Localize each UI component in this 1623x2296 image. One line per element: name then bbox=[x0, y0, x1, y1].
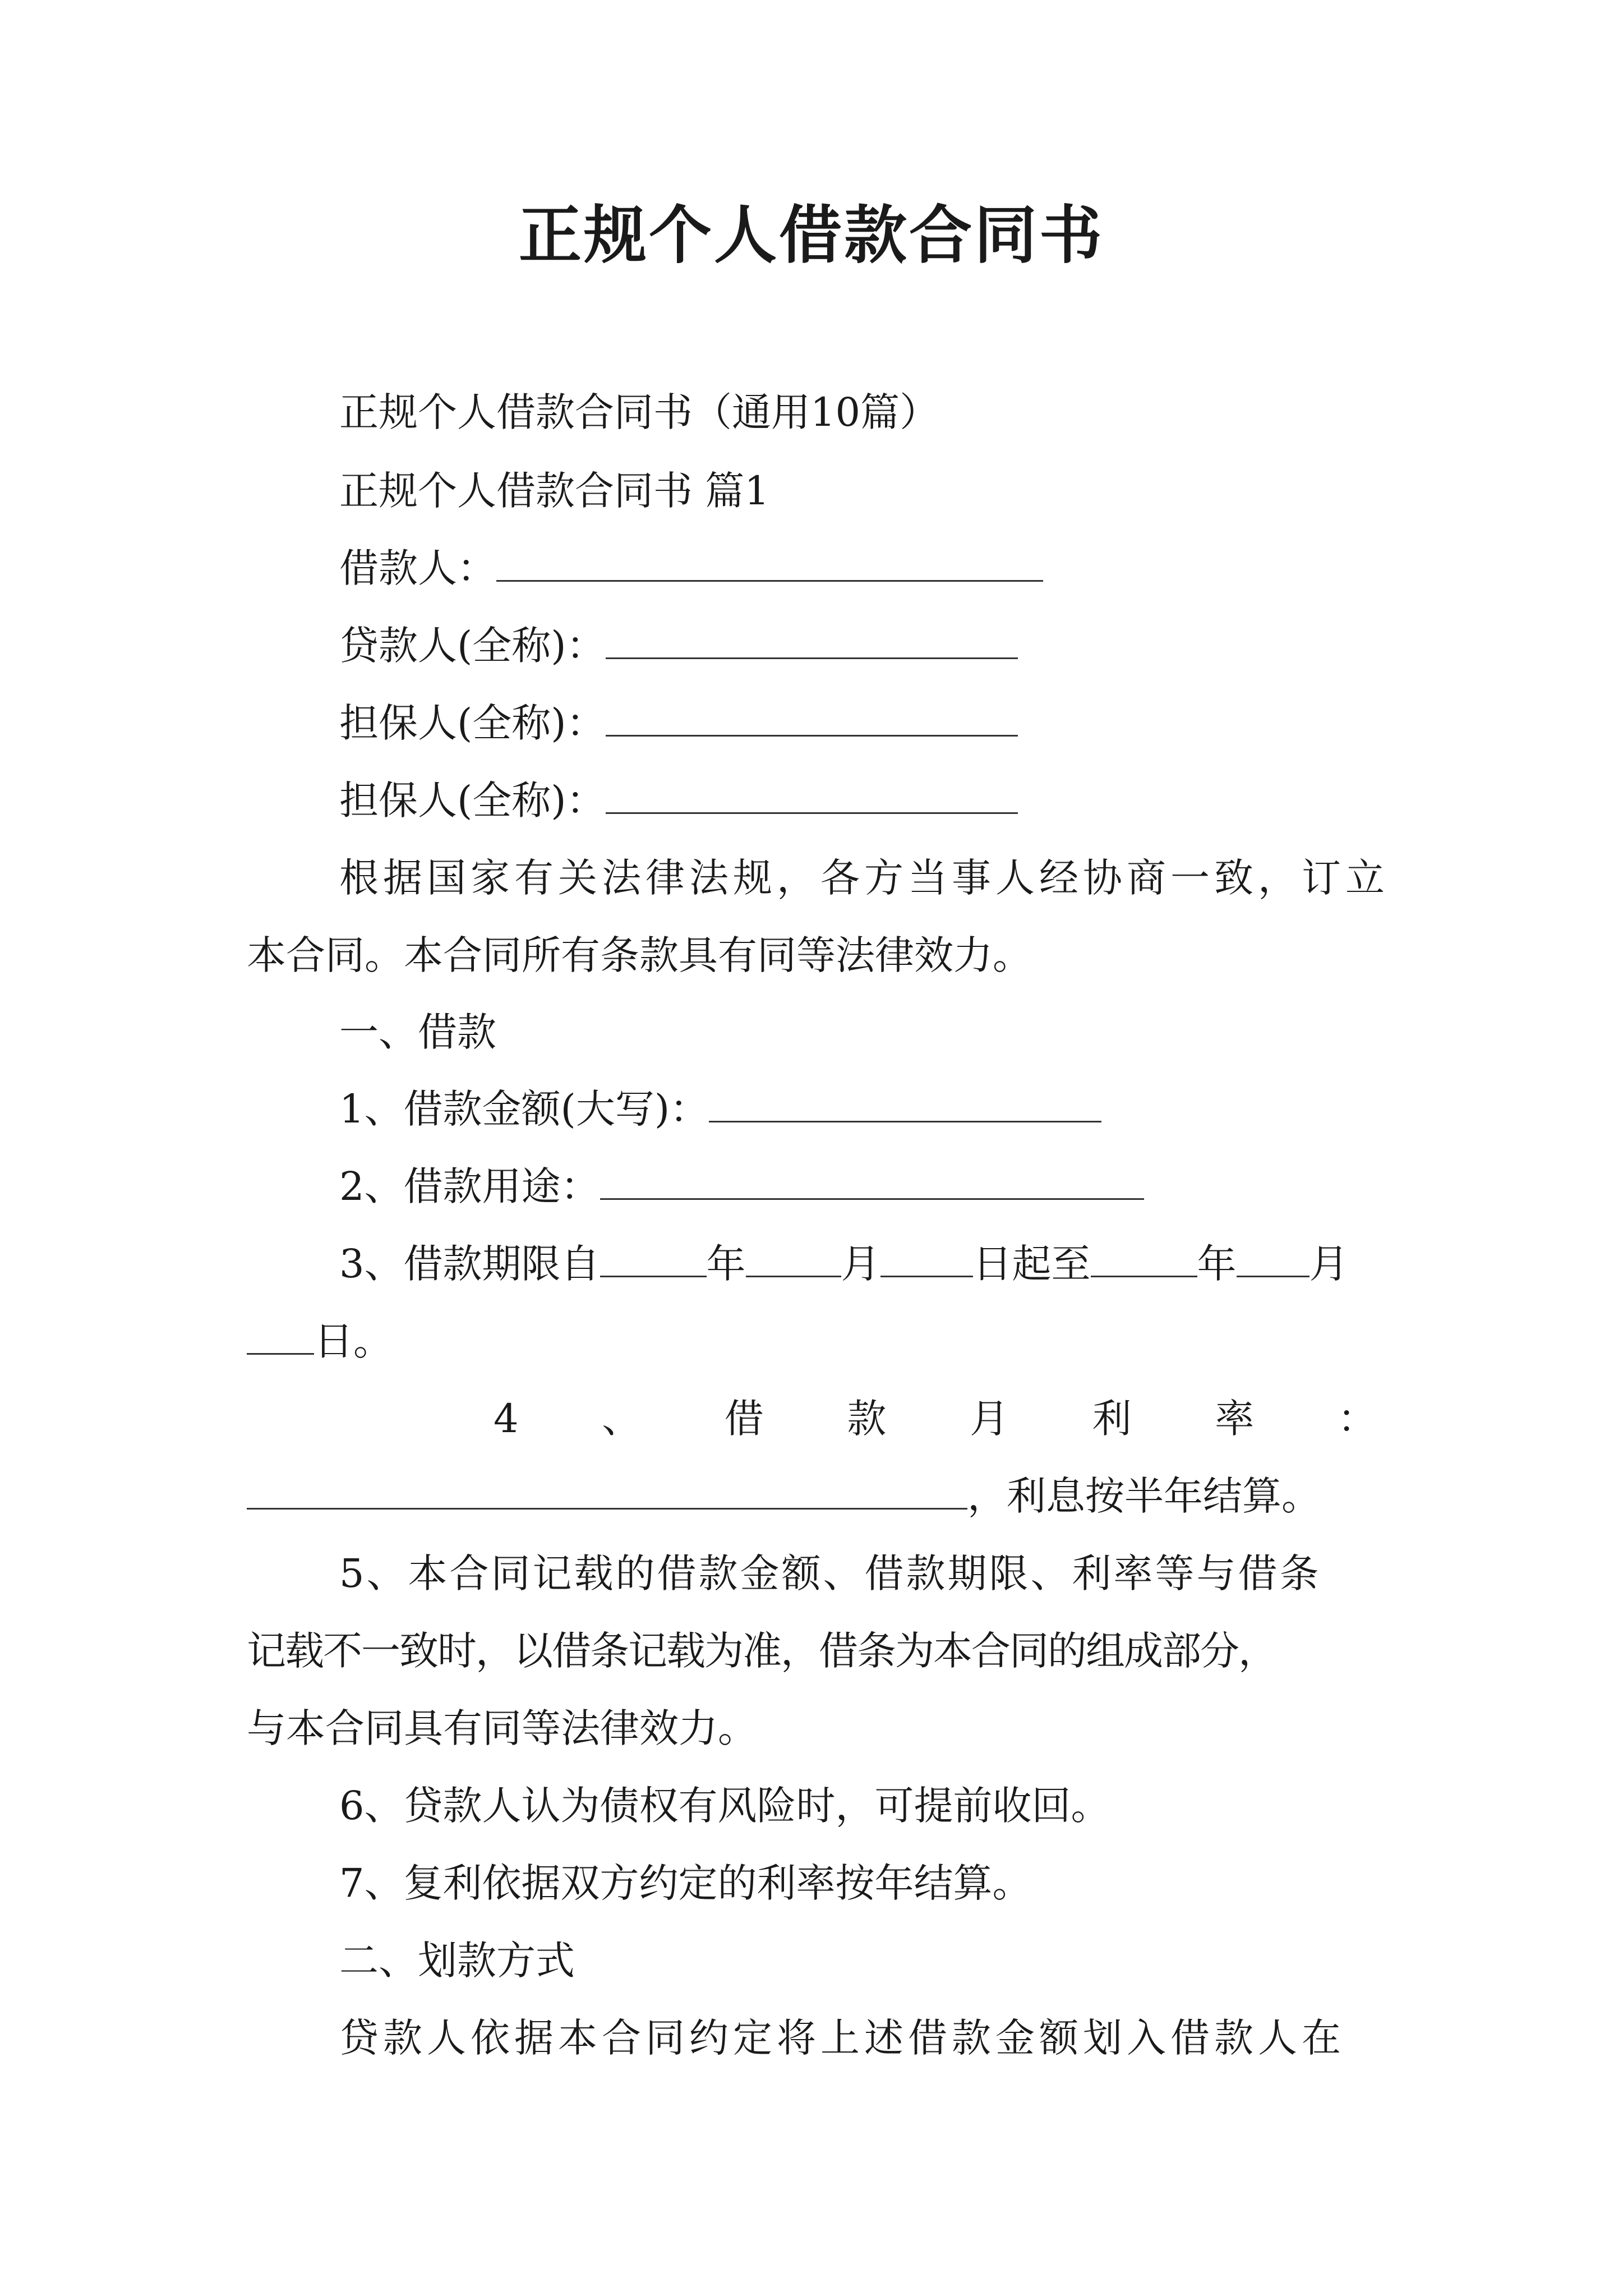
item4-char: 借 bbox=[724, 1396, 764, 1442]
borrower-row bbox=[339, 543, 1043, 593]
year-blank-1 bbox=[600, 1242, 707, 1277]
section-heading: 正规个人借款合同书 篇1 bbox=[339, 468, 769, 514]
item3-year-1: 年 bbox=[706, 1241, 746, 1287]
item4-row bbox=[247, 1393, 1377, 1444]
lender-row bbox=[339, 620, 1018, 671]
item4-char: 率 bbox=[1215, 1396, 1255, 1442]
item3-end: 日。 bbox=[314, 1318, 393, 1364]
item2-row bbox=[339, 1161, 1144, 1212]
document-subtitle: 正规个人借款合同书（通用10篇） bbox=[339, 389, 939, 435]
item1-row bbox=[339, 1084, 1101, 1134]
guarantor-row-2 bbox=[339, 775, 1018, 826]
item3-day-1: 日起至 bbox=[972, 1241, 1091, 1287]
lender-label: 贷款人(全称)： bbox=[339, 623, 606, 669]
guarantor-blank-2 bbox=[606, 779, 1018, 814]
item3-year-2: 年 bbox=[1197, 1241, 1237, 1287]
item4-char: ： bbox=[1337, 1396, 1377, 1442]
item4-char: 月 bbox=[970, 1396, 1009, 1442]
item4-row-cont bbox=[247, 1471, 1321, 1521]
item3-row-cont bbox=[247, 1316, 393, 1366]
guarantor-blank-1 bbox=[606, 701, 1018, 737]
month-blank-2 bbox=[1237, 1242, 1310, 1277]
item1-label: 1、借款金额(大写)： bbox=[339, 1086, 709, 1132]
guarantor-row-1 bbox=[339, 698, 1018, 748]
borrower-label: 借款人： bbox=[339, 545, 496, 591]
section2-line-1: 贷款人依据本合同约定将上述借款金额划入借款人在 bbox=[339, 2015, 1345, 2061]
item5-line-1: 5、本合同记载的借款金额、借款期限、利率等与借条 bbox=[339, 1550, 1321, 1596]
item1-blank bbox=[709, 1087, 1101, 1122]
item6: 6、贷款人认为债权有风险时，可提前收回。 bbox=[339, 1783, 1110, 1829]
item4-char: 利 bbox=[1092, 1396, 1132, 1442]
interest-rate-blank bbox=[247, 1474, 967, 1510]
day-blank-2 bbox=[247, 1319, 314, 1355]
section1-heading: 一、借款 bbox=[339, 1009, 496, 1055]
day-blank-1 bbox=[880, 1242, 973, 1277]
item5-line-2: 记载不一致时，以借条记载为准，借条为本合同的组成部分， bbox=[247, 1628, 1276, 1674]
lender-blank bbox=[606, 624, 1018, 659]
item2-label: 2、借款用途： bbox=[339, 1163, 600, 1209]
month-blank-1 bbox=[746, 1242, 841, 1277]
item4-char: 4 bbox=[494, 1396, 519, 1442]
item3-month-2: 月 bbox=[1309, 1241, 1349, 1287]
item4-suffix: ，利息按半年结算。 bbox=[967, 1473, 1321, 1519]
borrower-blank bbox=[496, 546, 1043, 582]
item5-line-3: 与本合同具有同等法律效力。 bbox=[247, 1705, 757, 1751]
item3-month-1: 月 bbox=[841, 1241, 880, 1287]
item7: 7、复利依据双方约定的利率按年结算。 bbox=[339, 1860, 1032, 1906]
guarantor-label-1: 担保人(全称)： bbox=[339, 700, 606, 746]
guarantor-label-2: 担保人(全称)： bbox=[339, 777, 606, 823]
preamble-line-2: 本合同。本合同所有条款具有同等法律效力。 bbox=[247, 932, 1032, 978]
year-blank-2 bbox=[1091, 1242, 1197, 1277]
document-title: 正规个人借款合同书 bbox=[519, 199, 1104, 272]
section2-heading: 二、划款方式 bbox=[339, 1938, 575, 1984]
item4-char: 款 bbox=[847, 1396, 887, 1442]
item3-row bbox=[339, 1239, 1349, 1289]
item4-char: 、 bbox=[602, 1396, 642, 1442]
preamble-line-1: 根据国家有关法律法规，各方当事人经协商一致，订立 bbox=[339, 855, 1389, 901]
item3-prefix: 3、借款期限自 bbox=[339, 1241, 600, 1287]
item2-blank bbox=[600, 1165, 1144, 1200]
